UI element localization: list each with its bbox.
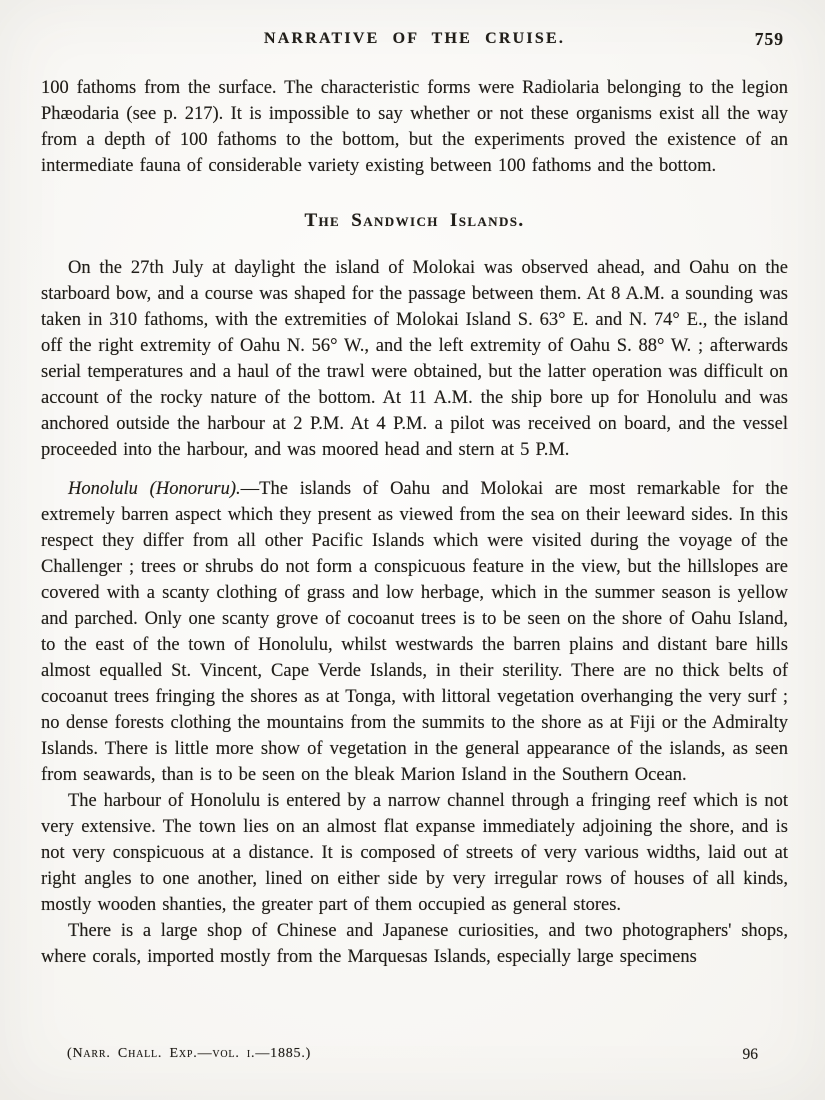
paragraph-shops: There is a large shop of Chinese and Japanese curiosities, and two photographers' shops, where corals, imported mostly from the Marquesas Islands, especially large specimens <box>41 921 788 967</box>
paragraph-honolulu: Honolulu (Honoruru).—The islands of Oahu and Molokai are most remarkable for the extremely barren aspect which they present as viewed from the sea on their leeward sides. In this respect they differ from all other Pacific Islands which were visited during the voyage of the Challenger ; trees or shrubs do not form a conspicuous feature in the view, but the hillslopes are covered with a scanty clothing of grass and low herbage, which in the summer season is yellow and parched. Only one scanty grove of cocoanut trees is to be seen on the shore of Oahu Island, to the east of the town of Honolulu, whilst westwards the barren plains and distant bare hills almost equalled St. Vincent, Cape Verde Islands, in their sterility. There are no thick belts of cocoanut trees fringing the shores as at Tonga, with littoral vegetation overhanging the very surf ; no dense forests clothing the mountains from the summits to the shore as at Fiji or the Admiralty Islands. There is little more show of vegetation in the general appearance of the islands, as seen from seawards, than is to be seen on the bleak Marion Island in the Southern Ocean. <box>41 479 788 785</box>
paragraph-arrival: On the 27th July at daylight the island of Molokai was observed ahead, and Oahu on the starboard bow, and a course was shaped for the passage between them. At 8 A.M. a sounding was taken in 310 fathoms, with the extremities of Molokai Island S. 63° E. and N. 74° E., the island off the right extremity of Oahu N. 56° W., and the left extremity of Oahu S. 88° W. ; afterwards serial temperatures and a haul of the trawl were obtained, but the latter operation was difficult on account of the rocky nature of the bottom. At 11 A.M. the ship bore up for Honolulu and was anchored outside the harbour at 2 P.M. At 4 P.M. a pilot was received on board, and the vessel proceeded into the harbour, and was moored head and stern at 5 P.M. <box>41 258 788 460</box>
page-footer <box>41 1046 788 1072</box>
paragraph-lead-italic: Honolulu (Honoruru). <box>68 479 241 499</box>
edition-signature: (Narr. Chall. Exp.—vol. i.—1885.) <box>67 1046 312 1061</box>
content-blocks <box>41 75 788 970</box>
page-header <box>41 28 788 54</box>
sheet-number: 96 <box>742 1046 758 1063</box>
paragraph-radiolaria: 100 fathoms from the surface. The characteristic forms were Radiolaria belonging to the legion Phæodaria (see p. 217). It is impossible to say whether or not these organisms exist all the way from a depth of 100 fathoms to the bottom, but the experiments proved the existence of an intermediate fauna of considerable variety existing between 100 fathoms and the bottom. <box>41 78 788 176</box>
text-block <box>41 28 788 970</box>
running-head: NARRATIVE OF THE CRUISE. <box>263 30 566 47</box>
section-heading: The Sandwich Islands. <box>304 210 525 231</box>
paragraph-harbour: The harbour of Honolulu is entered by a narrow channel through a fringing reef which is not very extensive. The town lies on an almost flat expanse immediately adjoining the shore, and is not very conspicuous at a distance. It is composed of streets of very various widths, laid out at right angles to one another, lined on either side by very irregular rows of houses of all kinds, mostly wooden shanties, the greater part of them occupied as general stores. <box>41 791 788 915</box>
page-number: 759 <box>754 29 784 49</box>
